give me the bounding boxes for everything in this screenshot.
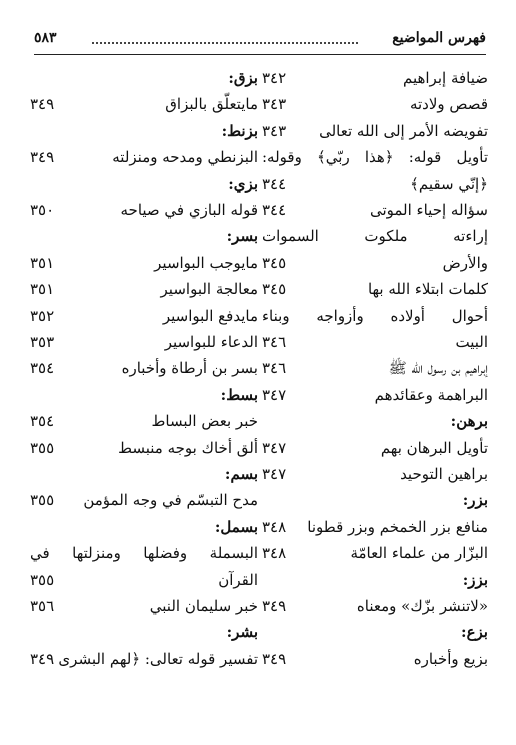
index-heading: [262, 620, 488, 644]
entry-page-number: ٣٥٥: [30, 491, 55, 510]
entry-text: تأويل البرهان بهم: [380, 438, 488, 457]
index-entry: [30, 594, 258, 618]
index-entry: [30, 409, 258, 433]
index-entry: [262, 515, 488, 539]
index-entry: [30, 541, 258, 565]
entry-text: القرآن: [218, 570, 258, 589]
index-entry: [262, 647, 488, 671]
entry-page-number: ٣٤٩: [262, 649, 287, 668]
index-entry: [262, 304, 488, 328]
entry-page-number: ٣٥٤: [30, 412, 55, 431]
index-heading: [30, 66, 258, 90]
entry-page-number: ٣٤٩: [262, 597, 287, 615]
heading-label: بزق:: [228, 69, 258, 87]
index-entry: [30, 277, 258, 301]
entry-page-number: ٣٤٥: [262, 253, 287, 272]
entry-text: تأويل قوله: ﴿هذا ربّي﴾ وقوله:: [262, 148, 488, 167]
entry-page-number: ٣٥٥: [30, 570, 55, 589]
entry-text: خبر سليمان النبي: [149, 597, 258, 615]
entry-text: ألق أخاك بوجه منبسط: [118, 438, 258, 457]
entry-text: إراءته ملكوت السموات: [262, 227, 488, 246]
index-heading: [30, 620, 258, 644]
entry-page-number: ٣٤٣: [262, 95, 287, 114]
page-header: [34, 30, 486, 54]
index-heading: [262, 568, 488, 592]
index-entry: [30, 198, 258, 222]
index-entry: [30, 436, 258, 460]
dot-leader: [92, 36, 358, 44]
entry-page-number: ٣٥١: [30, 280, 55, 299]
heading-label: بزر:: [462, 491, 488, 510]
index-entry: [262, 594, 488, 618]
entry-page-number: ٣٤٩: [30, 148, 55, 167]
index-entry: [262, 145, 488, 169]
index-heading: [262, 409, 488, 433]
index-entry: [262, 92, 488, 116]
heading-label: بزع:: [461, 623, 488, 642]
heading-label: بزنط:: [221, 121, 258, 140]
entry-text: سؤاله إحياء الموتى: [369, 201, 488, 219]
entry-page-number: ٣٤٩: [30, 95, 55, 114]
entry-text: الدعاء للبواسير: [164, 333, 258, 351]
entry-page-number: ٣٤٢: [262, 69, 287, 87]
index-entry: [30, 330, 258, 354]
entry-text: البراهمة وعقائدهم: [374, 385, 488, 404]
index-entry: [262, 224, 488, 248]
entry-page-number: ٣٥١: [30, 253, 55, 272]
index-entry: [262, 330, 488, 354]
heading-label: بسم:: [224, 465, 258, 483]
entry-page-number: ٣٥٥: [30, 438, 55, 457]
entry-text: إبراهيم بن رسول الله ﷺ: [388, 359, 488, 378]
index-entry: [262, 251, 488, 275]
entry-text: كلمات ابتلاء الله بها: [367, 280, 488, 299]
entry-page-number: ٣٤٨: [262, 544, 287, 563]
entry-page-number: ٣٥٢: [30, 306, 55, 325]
heading-label: بزي:: [228, 174, 258, 193]
index-entry: [30, 488, 258, 512]
index-entry: [30, 304, 258, 328]
entry-page-number: ٣٤٨: [262, 517, 287, 536]
index-entry: [262, 198, 488, 222]
entry-page-number: ٣٥٤: [30, 359, 55, 378]
entry-text: معالجة البواسير: [160, 280, 258, 299]
entry-page-number: ٣٤٥: [262, 280, 287, 299]
index-heading: [30, 224, 258, 248]
entry-text: بزيع وأخباره: [413, 649, 488, 668]
entry-text: قصص ولادته: [409, 95, 488, 114]
index-entry: [262, 541, 488, 565]
index-entry: [262, 66, 488, 90]
heading-label: بزز:: [462, 570, 488, 589]
header-rule: [34, 54, 486, 55]
entry-text: مدح التبسّم في وجه المؤمن: [83, 491, 258, 510]
entry-page-number: ٣٥٦: [30, 597, 55, 615]
entry-page-number: ٣٤٧: [262, 385, 287, 404]
entry-text: تفسير قوله تعالى: ﴿لهم البشرى: [58, 649, 258, 668]
heading-label: بسط:: [220, 385, 258, 404]
entry-text: تفويضه الأمر إلى الله تعالى: [319, 121, 488, 140]
entry-page-number: ٣٤٤: [262, 174, 287, 193]
entry-page-number: ٣٤٩: [30, 649, 55, 668]
index-entry: [262, 119, 488, 143]
entry-page-number: ٣٤٧: [262, 465, 287, 483]
entry-text: منافع بزر الخمخم وبزر قطونا: [307, 517, 488, 536]
entry-text: البزّار من علماء العامّة: [350, 544, 488, 563]
index-entry: [262, 277, 488, 301]
entry-text: قوله البازي في صياحه: [120, 201, 258, 219]
entry-page-number: ٣٤٣: [262, 121, 287, 140]
entry-text: خبر بعض البساط: [151, 412, 258, 431]
index-heading: [30, 383, 258, 407]
heading-label: بسمل:: [214, 517, 258, 536]
entry-page-number: ٣٥٠: [30, 201, 55, 219]
index-entry: [262, 436, 488, 460]
index-entry: [30, 92, 258, 116]
entry-text: براهين التوحيد: [400, 465, 488, 483]
heading-label: بسر:: [226, 227, 258, 246]
index-entry: [262, 172, 488, 196]
index-entry: [262, 356, 488, 380]
index-entry: [30, 251, 258, 275]
entry-page-number: ٣٤٦: [262, 359, 287, 378]
entry-page-number: ٣٥٣: [30, 333, 55, 351]
entry-text: مايوجب البواسير: [154, 253, 258, 272]
page-number: ٥٨٣: [34, 30, 57, 46]
index-entry: [262, 383, 488, 407]
entry-page-number: ٣٤٤: [262, 201, 287, 219]
entry-text: ضيافة إبراهيم: [402, 69, 488, 87]
entry-text: ﴿إنّي سقيم﴾: [410, 174, 488, 193]
index-heading: [30, 119, 258, 143]
index-entry: [30, 145, 258, 169]
entry-text: والأرض: [442, 253, 488, 272]
index-heading: [30, 172, 258, 196]
index-entry: [30, 356, 258, 380]
index-heading: [30, 515, 258, 539]
entry-text: مايدفع البواسير: [162, 306, 258, 325]
index-entry: [30, 568, 258, 592]
index-heading: [30, 462, 258, 486]
heading-label: برهن:: [450, 412, 488, 431]
entry-text: مايتعلّق بالبزاق: [165, 95, 258, 114]
index-entry: [30, 647, 258, 671]
entry-page-number: ٣٤٦: [262, 333, 287, 351]
entry-text: البسملة وفضلها ومنزلتها في: [30, 544, 258, 563]
entry-text: «لاتنشر بزّك» ومعناه: [356, 597, 488, 615]
entry-text: أحوال أولاده وأزواجه وبناء: [262, 306, 488, 325]
entry-text: البزنطي ومدحه ومنزلته: [112, 148, 258, 167]
entry-text: بسر بن أرطاة وأخباره: [121, 359, 258, 378]
index-heading: [262, 488, 488, 512]
page-title: فهرس المواضيع: [392, 30, 486, 46]
entry-text: البيت: [455, 333, 488, 351]
heading-label: بشر:: [226, 623, 258, 642]
index-entry: [262, 462, 488, 486]
entry-page-number: ٣٤٧: [262, 438, 287, 457]
